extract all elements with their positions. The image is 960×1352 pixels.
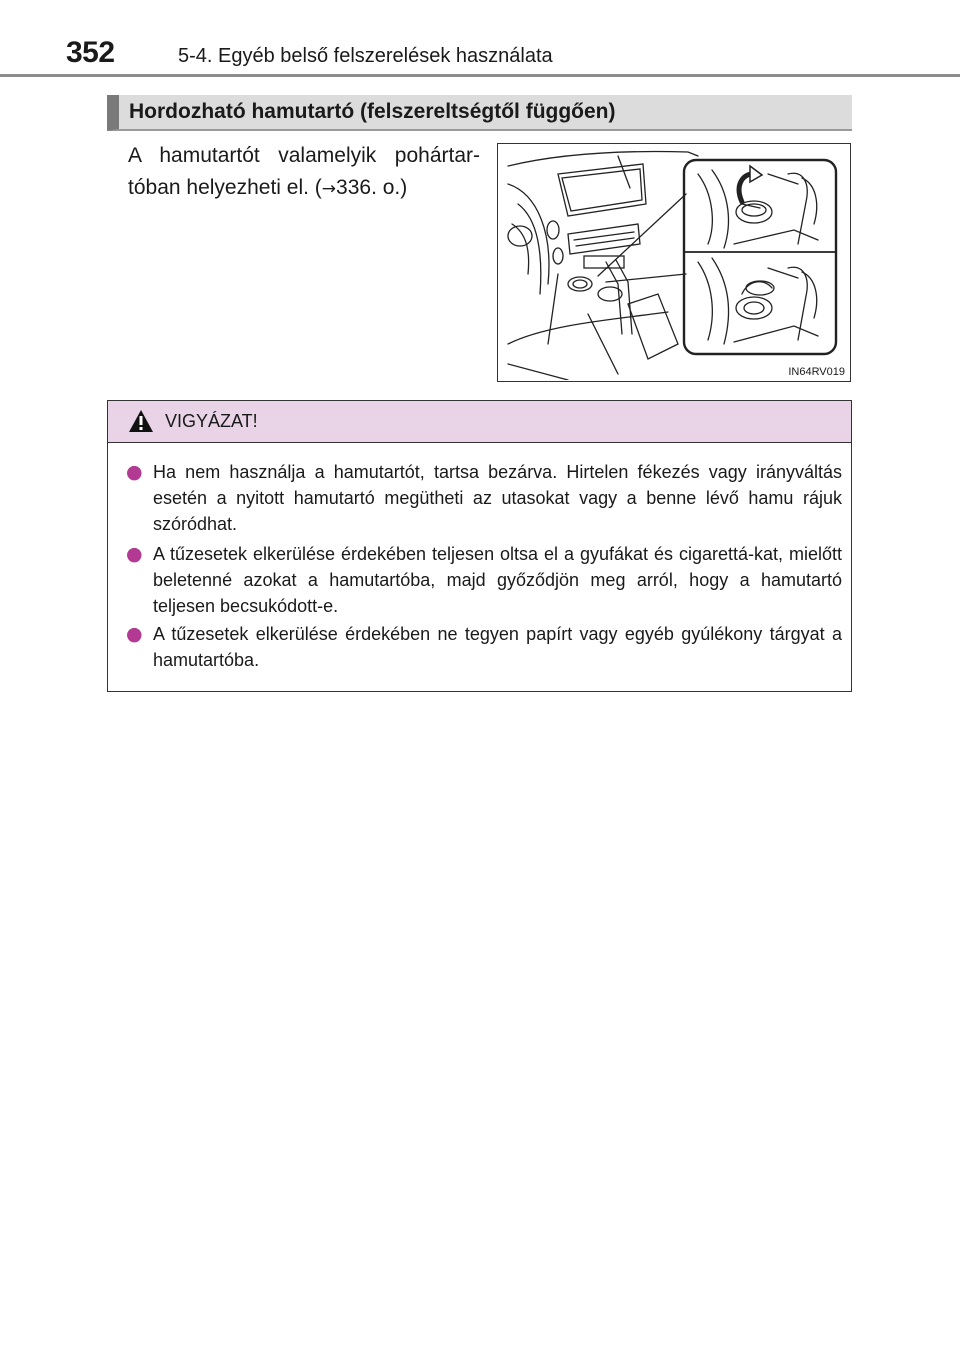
caution-header [108, 401, 851, 443]
bullet-icon: ● [126, 543, 143, 565]
caution-item [126, 621, 842, 673]
figure-code: IN64RV019 [788, 366, 845, 378]
warning-icon [128, 409, 154, 433]
caution-item [126, 541, 842, 619]
intro-text: A hamutartót valamelyik pohártar-tóban helyezheti el. ( [128, 144, 480, 199]
header-divider [0, 74, 960, 77]
page-reference: 336. o.) [336, 176, 408, 199]
section-heading [107, 95, 852, 131]
section-heading-text: Hordozható hamutartó (felszereltségtől függően) [129, 100, 616, 123]
intro-paragraph [128, 140, 480, 205]
caution-box [107, 400, 852, 692]
ashtray-illustration [497, 143, 851, 382]
caution-title: VIGYÁZAT! [165, 411, 258, 431]
car-interior-drawing [498, 144, 849, 380]
caution-item-text: A tűzesetek elkerülése érdekében ne tegyen papírt vagy egyéb gyúlékony tárgyat a hamutartóba. [153, 624, 842, 670]
bullet-icon: ● [126, 623, 143, 645]
caution-item-text: A tűzesetek elkerülése érdekében teljesen oltsa el a gyufákat és cigarettá-kat, mielőtt beletenné azokat a hamutartóba, majd győződjön meg arról, hogy a hamutartó teljesen becsukódott-e. [153, 544, 842, 616]
caution-item [126, 459, 842, 537]
arrow-icon: → [321, 179, 337, 199]
caution-item-text: Ha nem használja a hamutartót, tartsa bezárva. Hirtelen fékezés vagy irányváltás esetén a nyitott hamutartó megütheti az utasokat vagy a benne lévő hamu rájuk szóródhat. [153, 462, 842, 534]
chapter-title: 5-4. Egyéb belső felszerelések használata [178, 45, 553, 67]
page-number: 352 [66, 36, 115, 69]
bullet-icon: ● [126, 461, 143, 483]
